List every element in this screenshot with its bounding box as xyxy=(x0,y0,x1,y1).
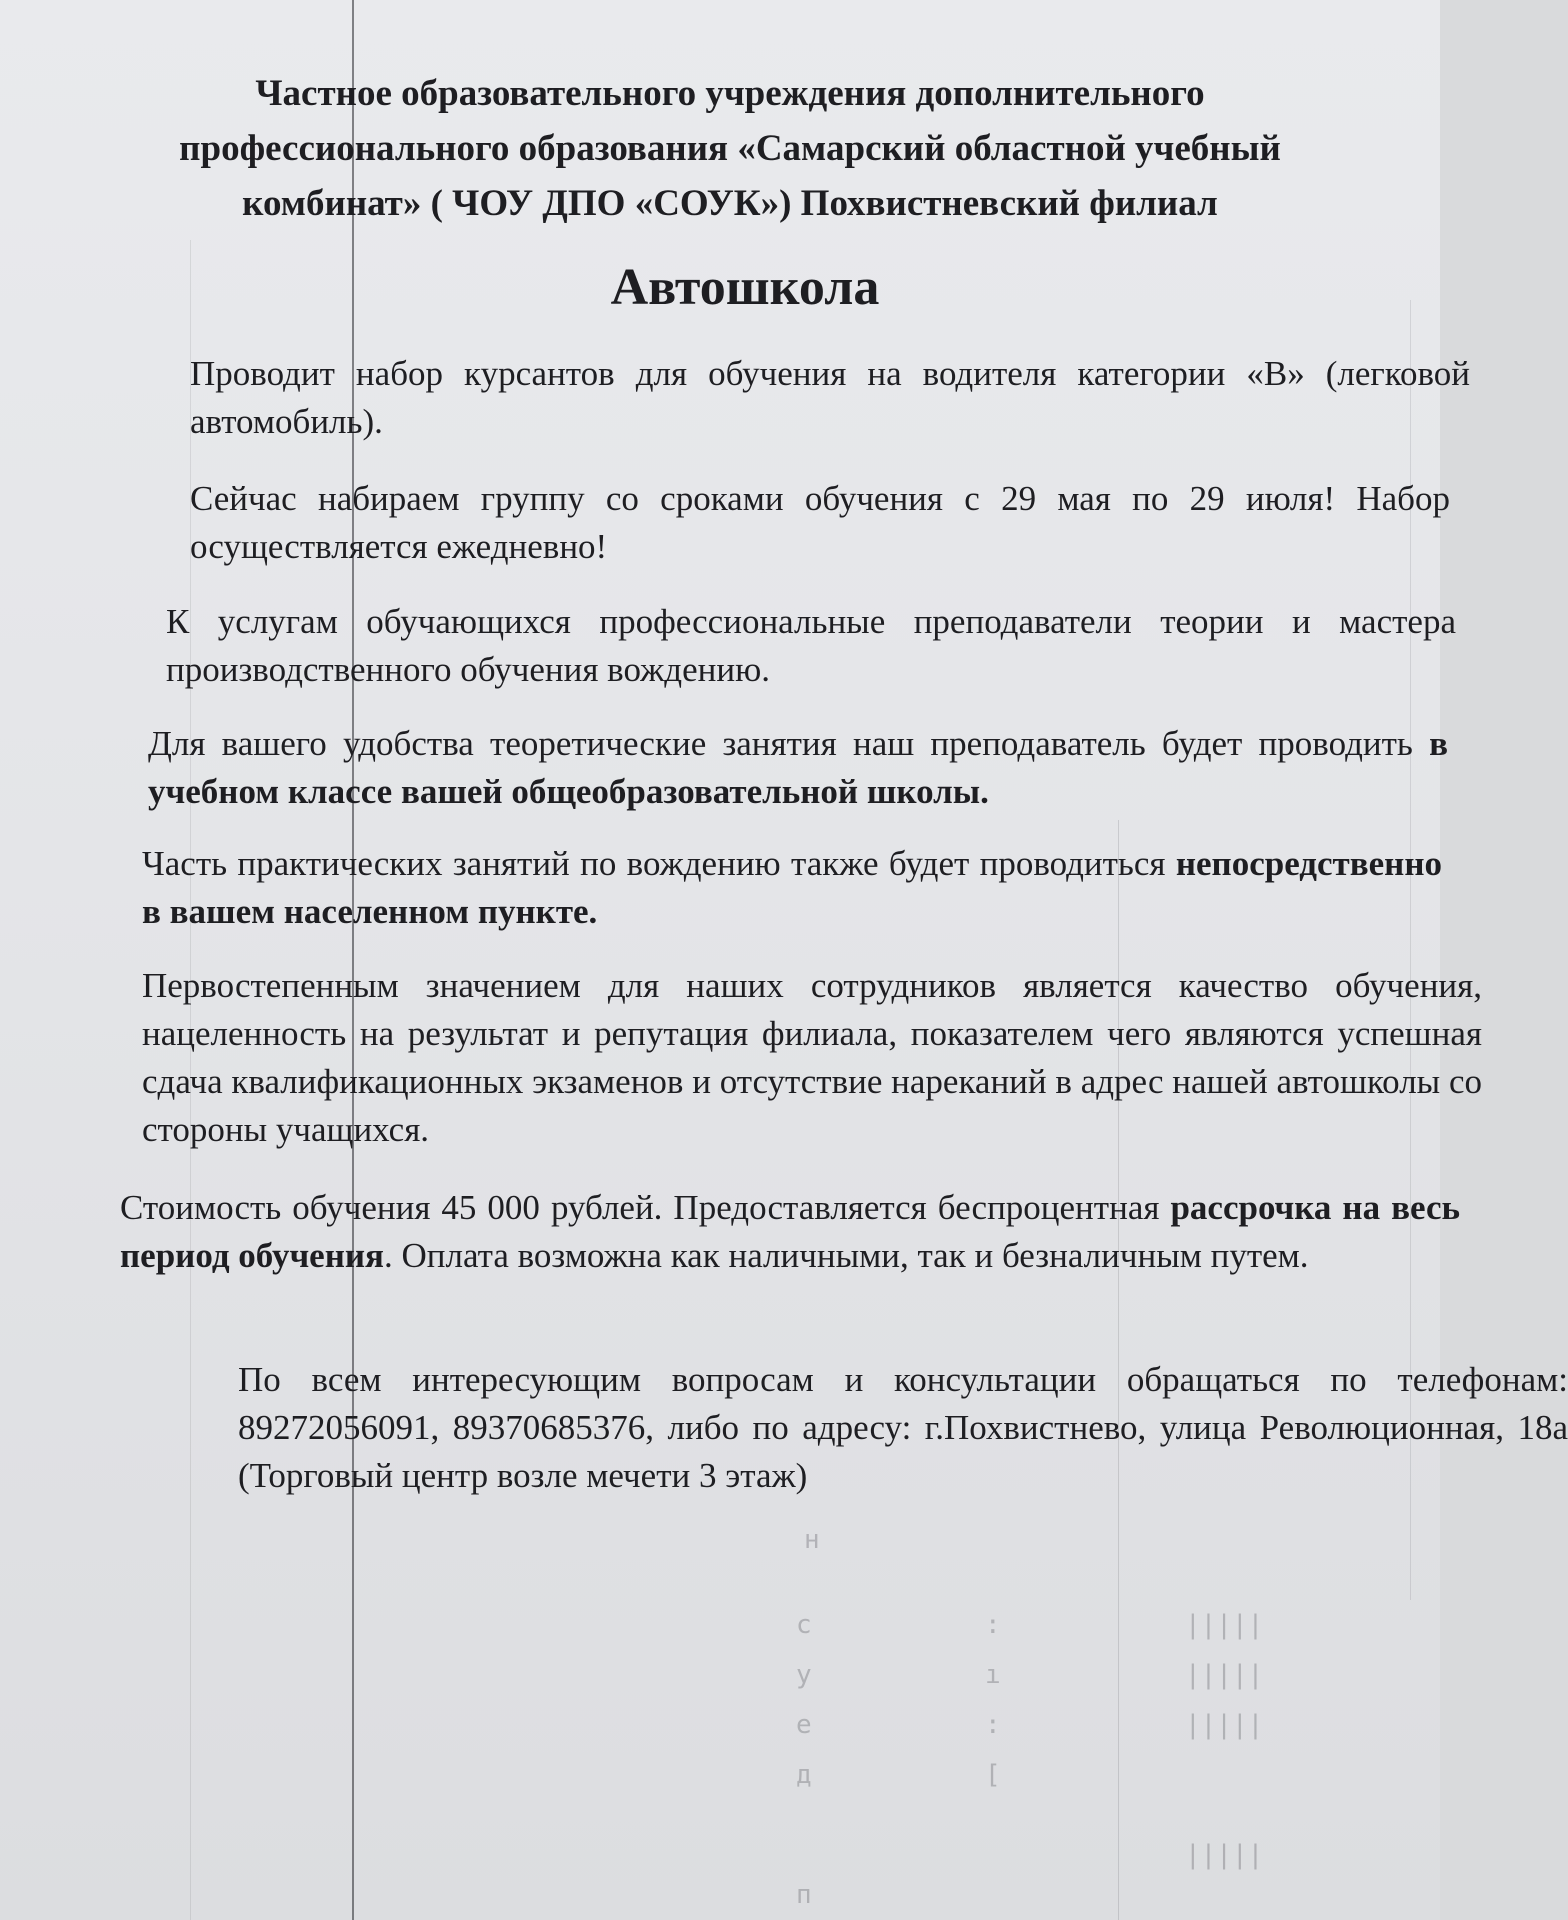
bleed-through-mark: е xyxy=(796,1710,812,1740)
bleed-through-mark: ||||| xyxy=(1185,1610,1264,1640)
bleed-through-mark: д xyxy=(796,1760,812,1790)
paragraph-instructors xyxy=(80,598,1456,694)
bleed-through-mark: ı xyxy=(985,1660,1001,1690)
bleed-through-mark: : xyxy=(985,1710,1001,1740)
bleed-through-mark: п xyxy=(796,1880,812,1910)
paragraph-group-dates xyxy=(82,475,1450,571)
header-line-1: Частное образовательного учреждения дополнительного xyxy=(255,73,1205,114)
paragraph-contacts xyxy=(52,1356,1568,1500)
bleed-through-mark: : xyxy=(985,1610,1001,1640)
header-line-3: комбинат» ( ЧОУ ДПО «СОУК») Похвистневский филиал xyxy=(242,183,1218,224)
paragraph-practical-driving xyxy=(70,840,1442,936)
header-line-2: профессионального образования «Самарский областной учебный xyxy=(179,128,1281,169)
paragraph-enrollment xyxy=(82,350,1470,446)
paragraph-bold-text: непосредственно в вашем населенном пункте. xyxy=(142,844,1442,931)
paragraph-text: Стоимость обучения 45 000 рублей. Предоставляется беспроцентная xyxy=(120,1188,1171,1227)
paragraph-bold-text: в учебном классе вашей общеобразовательной школы. xyxy=(148,724,1448,811)
paragraph-text: Сейчас набираем группу со сроками обучения с 29 мая по 29 июля! Набор осуществляется ежедневно! xyxy=(190,479,1450,566)
paragraph-theory-classes xyxy=(76,720,1448,816)
page-title: Автошкола xyxy=(610,259,880,316)
paragraph-text: Для вашего удобства теоретические занятия наш преподаватель будет проводить xyxy=(148,724,1430,763)
bleed-through-mark: ||||| xyxy=(1185,1660,1264,1690)
paragraph-text: По всем интересующим вопросам и консультации обращаться по телефонам: 89272056091, 89370685376, либо по адресу: г.Похвистнево, улица Революционная, 18а (Торговый центр возле мечети 3 этаж) xyxy=(238,1360,1568,1495)
bleed-through-mark: у xyxy=(796,1660,812,1690)
bleed-through-mark: с xyxy=(796,1610,812,1640)
paragraph-text: . Оплата возможна как наличными, так и безналичным путем. xyxy=(384,1236,1309,1275)
paragraph-bold-text: рассрочка на весь период обучения xyxy=(120,1188,1460,1275)
bleed-through-mark: ||||| xyxy=(1185,1710,1264,1740)
paragraph-quality xyxy=(64,962,1482,1154)
paragraph-text: Первостепенным значением для наших сотрудников является качество обучения, нацеленность на результат и репутация филиала, показателем чего являются успешная сдача квалификационных экзаменов и отсутствие нареканий в адрес нашей автошколы со стороны учащихся. xyxy=(142,966,1482,1149)
paragraph-text: К услугам обучающихся профессиональные преподаватели теории и мастера производственного обучения вождению. xyxy=(166,602,1456,689)
bleed-through-mark: [ xyxy=(985,1760,1001,1790)
paragraph-price xyxy=(58,1184,1460,1280)
bleed-through-mark: н xyxy=(804,1525,820,1555)
bleed-through-mark: ||||| xyxy=(1185,1840,1264,1870)
paragraph-text: Часть практических занятий по вождению также будет проводиться xyxy=(142,844,1176,883)
organization-header xyxy=(110,66,1350,231)
paragraph-text: Проводит набор курсантов для обучения на водителя категории «В» (легковой автомобиль). xyxy=(190,354,1470,441)
